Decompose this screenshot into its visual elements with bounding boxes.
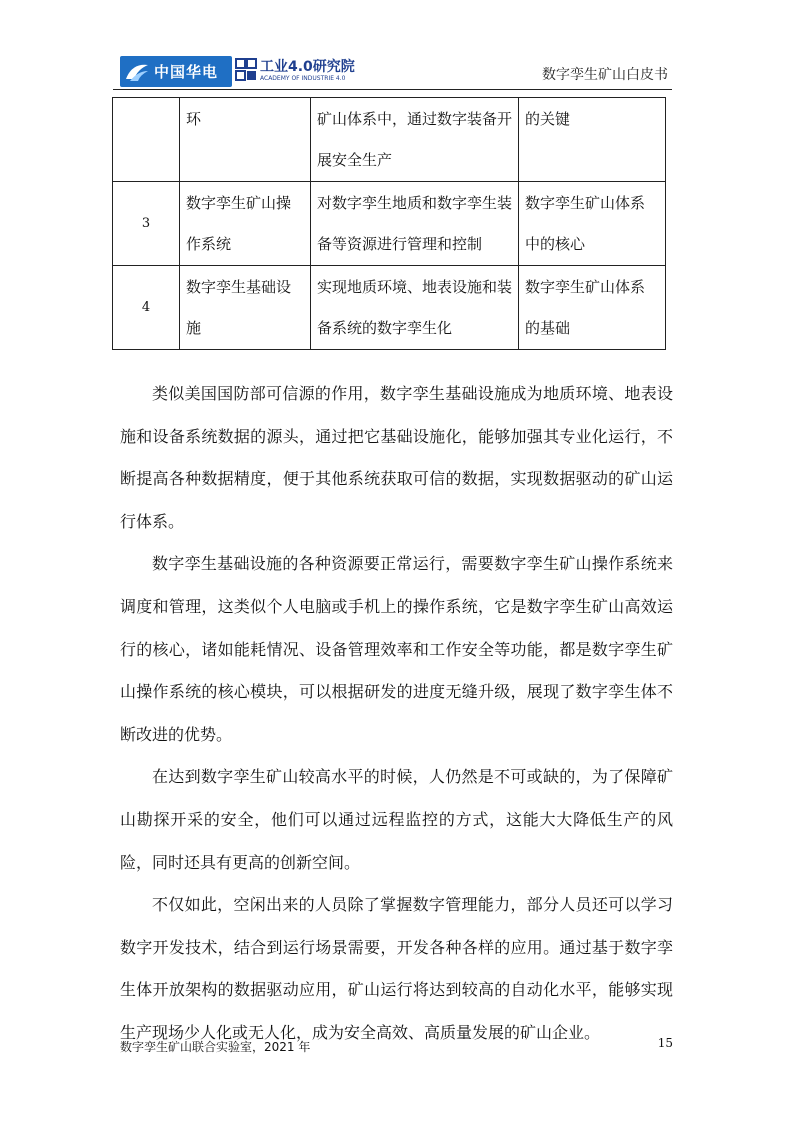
table-row xyxy=(113,98,666,182)
header-divider xyxy=(113,89,672,90)
document-title: 数字孪生矿山白皮书 xyxy=(542,67,668,83)
row-number: 4 xyxy=(113,266,180,350)
huadian-mark-icon xyxy=(124,61,150,83)
page-number: 15 xyxy=(657,1036,673,1050)
logo-secondary-subtext: ACADEMY OF INDUSTRIE 4.0 xyxy=(260,75,346,82)
footer-credit: 数字孪生矿山联合实验室，2021 年 xyxy=(120,1040,311,1054)
paragraph: 类似美国国防部可信源的作用，数字孪生基础设施成为地质环境、地表设施和设备系统数据的源头，通过把它基础设施化，能够加强其专业化运行，不断提高各种数据精度，便于其他系统获取可信的数据，实现数据驱动的矿山运行体系。 xyxy=(120,384,673,531)
layer-description: 对数字孪生地质和数字孪生装备等资源进行管理和控制 xyxy=(311,182,519,266)
architecture-table xyxy=(112,97,666,350)
layer-name: 环 xyxy=(180,98,311,182)
row-number: 3 xyxy=(113,182,180,266)
table-row xyxy=(113,182,666,266)
layer-role: 数字孪生矿山体系中的核心 xyxy=(519,182,666,266)
layer-role: 数字孪生矿山体系的基础 xyxy=(519,266,666,350)
paragraph: 数字孪生基础设施的各种资源要正常运行，需要数字孪生矿山操作系统来调度和管理，这类似个人电脑或手机上的操作系统，它是数字孪生矿山高效运行的核心，诸如能耗情况、设备管理效率和工作安全等功能，都是数字孪生矿山操作系统的核心模块，可以根据研发的进度无缝升级，展现了数字孪生体不断改进的优势。 xyxy=(120,554,673,744)
layer-role: 的关键 xyxy=(519,98,666,182)
layer-name: 数字孪生矿山操作系统 xyxy=(180,182,311,266)
row-number xyxy=(113,98,180,182)
layer-name: 数字孪生基础设施 xyxy=(180,266,311,350)
academy-logo xyxy=(234,56,355,88)
layer-description: 实现地质环境、地表设施和装备系统的数字孪生化 xyxy=(311,266,519,350)
logo-primary-text: 中国华电 xyxy=(154,63,219,81)
body-text xyxy=(120,373,673,1055)
huadian-logo xyxy=(120,56,232,87)
page-header xyxy=(120,52,672,90)
paragraph: 在达到数字孪生矿山较高水平的时候，人仍然是不可或缺的，为了保障矿山勘探开采的安全，他们可以通过远程监控的方式，这能大大降低生产的风险，同时还具有更高的创新空间。 xyxy=(120,767,673,872)
paragraph: 不仅如此，空闲出来的人员除了掌握数字管理能力，部分人员还可以学习数字开发技术，结合到运行场景需要，开发各种各样的应用。通过基于数字孪生体开放架构的数据驱动应用，矿山运行将达到较高的自动化水平，能够实现生产现场少人化或无人化，成为安全高效、高质量发展的矿山企业。 xyxy=(120,895,673,1042)
academy-mark-icon xyxy=(234,56,258,86)
table-row xyxy=(113,266,666,350)
layer-description: 矿山体系中，通过数字装备开展安全生产 xyxy=(311,98,519,182)
logo-secondary-text: 工业4.0研究院 xyxy=(260,59,355,75)
